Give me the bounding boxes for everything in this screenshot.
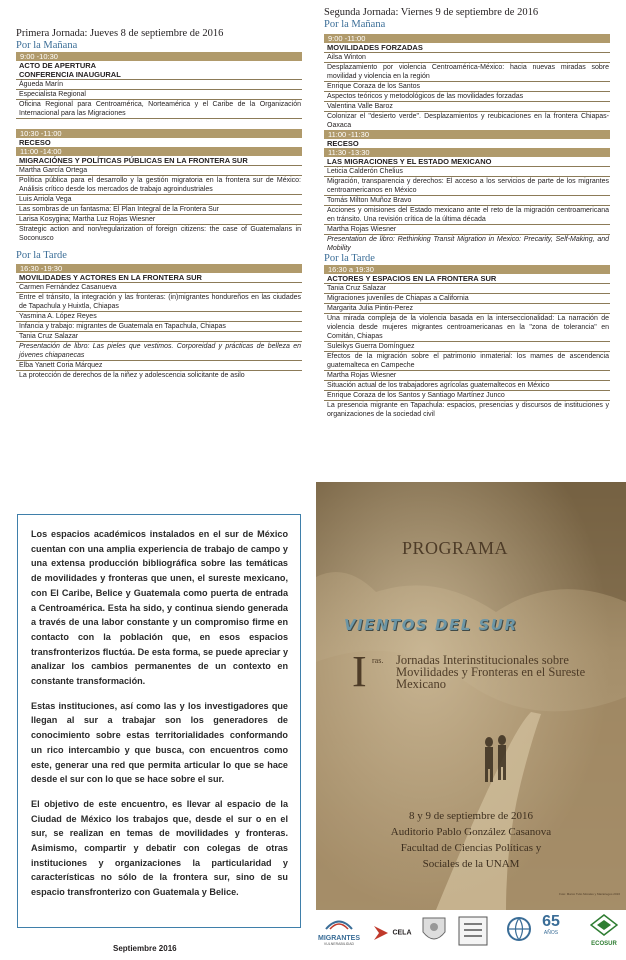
cover-venue: Auditorio Pablo González Casanova	[390, 826, 552, 838]
oim-65-anos: AÑOS	[543, 930, 559, 936]
cover-date: 8 y 9 de septiembre de 2016	[408, 810, 534, 822]
speaker-name: Ailsa Winton	[324, 53, 610, 63]
cela-mark-icon	[374, 926, 388, 940]
cela-text: CELA	[392, 929, 412, 937]
recess-label: RECESO	[327, 139, 359, 148]
panel-title: MOVILIDADES FORZADAS	[324, 43, 610, 53]
speaker-name: Carmen Fernández Casanueva	[16, 283, 302, 293]
talk-title: Una mirada compleja de la violencia basada en la interseccionalidad: La narración de violencia desde mujeres migrantes centroamericanas en la "zona de tolerancia" en Comitán, Chiapas	[324, 314, 610, 342]
talk-title: La presencia migrante en Tapachula: espacios, presencias y discursos de instituciones y organizaciones de la sociedad civil	[327, 402, 609, 418]
talk-title: Entre el tránsito, la integración y las fronteras: (in)migrantes hondureños en las ciudades de Tapachula y Huixtla, Chiapas	[16, 293, 302, 312]
time-bar: 9:00 -10:30	[16, 52, 302, 61]
day1-title: Primera Jornada: Jueves 8 de septiembre de 2016	[16, 28, 224, 39]
cover-jornadas: Jornadas Interinstitucionales sobre Movilidades y Fronteras en el Sureste Mexicano	[396, 653, 586, 691]
talk-title: Aspectos teóricos y metodológicos de las movilidades forzadas	[324, 92, 610, 102]
time-bar: 9:00 -11:00	[324, 34, 610, 43]
panel-title: ACTORES Y ESPACIOS EN LA FRONTERA SUR	[324, 274, 610, 284]
speaker-name: Luis Arriola Vega	[16, 195, 302, 205]
speaker-name: Yasmina A. López Reyes	[16, 312, 302, 322]
intro-paragraph: Estas instituciones, así como las y los investigadores que llegan al sur a trabajar son los generadores de conocimiento sobre estas territorialidades conformando un rico intercambio y que busca, con encuentros como este, generar una red que permita articular lo que se hace desde el sur con lo que se hace sobre el sur.	[31, 700, 288, 785]
ecosur-pattern-icon	[590, 914, 618, 936]
cover-initial: I	[352, 647, 367, 696]
talk-title: Política pública para el desarrollo y la gestión migratoria en la frontera sur de México: Análisis crítico desde los mercados de trabajo agroindustriales	[16, 176, 302, 195]
time-bar: 11:30 -13:30	[324, 148, 610, 157]
speaker-role: Especialista Regional	[16, 90, 302, 100]
speaker-name: Águeda Marín	[16, 80, 302, 90]
unam-logo	[456, 914, 490, 953]
day1-program	[16, 28, 302, 380]
sponsor-logos	[316, 912, 626, 960]
speaker-name: Valentina Valle Baroz	[324, 102, 610, 112]
intro-paragraph: Los espacios académicos instalados en el sur de México cuentan con una amplia experiencia de trabajo de campo y una extensa producción bibliográfica sobre las temáticas de movilidades y fronteras que unen, el sureste mexicano, con El Caribe, Belice y Guatemala como puerta de entrada a Centroamérica. Esta ha sido, y continua siendo generada a través de una labor constante y un compromiso firme en contacto con la población que, en esos espacios transfronterizos fluctúa. De esta forma, se puede apreciar y analizar los cambios permanentes de un contexto en constante transformación.	[31, 529, 288, 687]
speaker-name: Leticia Calderón Chelius	[324, 167, 610, 177]
speaker-name: Martha Rojas Wiesner	[324, 371, 610, 381]
day2-morning-label: Por la Mañana	[324, 19, 386, 30]
cover-photo-credit: Foto: Marco Tulio Morales y Mazariegos 2016	[559, 892, 620, 896]
speaker-name: Larisa Kosygina; Martha Luz Rojas Wiesner	[16, 215, 302, 225]
talk-title: Acciones y omisiones del Estado mexicano ante el reto de la migración centroamericana en tránsito. Una revisión crítica de la última década	[324, 206, 610, 225]
talk-title: Infancia y trabajo: migrantes de Guatemala en Tapachula, Chiapas	[16, 322, 302, 332]
footer-date: Septiembre 2016	[113, 944, 177, 953]
oim-65-number: 65	[542, 913, 560, 930]
talk-title: Migración, transparencia y derechos: El acceso a los servicios de parte de los migrantes centroamericanos en México	[324, 177, 610, 196]
talk-title: Strategic action and non/regularization of foreign citizens: the case of Guatemalans in Soconusco	[19, 226, 301, 242]
time-bar: 11:00 -14:00	[16, 147, 302, 156]
cover-photo	[316, 482, 626, 910]
speaker-name: Enrique Coraza de los Santos y Santiago Martínez Junco	[324, 391, 610, 401]
migrantes-text: MIGRANTES	[318, 935, 360, 942]
speaker-name: Martha Rojas Wiesner	[324, 225, 610, 235]
speaker-name: Enrique Coraza de los Santos	[324, 82, 610, 92]
time-bar: 11:00 -11:30	[324, 130, 610, 139]
ecosur-logo	[584, 914, 624, 947]
speaker-name: Martha García Ortega	[16, 166, 302, 176]
recess-label: RECESO	[19, 138, 51, 147]
cover-venue: Sociales de la UNAM	[422, 858, 520, 870]
day2-title: Segunda Jornada: Viernes 9 de septiembre de 2016	[324, 7, 539, 18]
chiapas-shield-logo	[420, 916, 448, 951]
day1-morning-label: Por la Mañana	[16, 40, 78, 51]
talk-title: Situación actual de los trabajadores agrícolas guatemaltecos en México	[324, 381, 610, 391]
talk-title: Presentation de libro: Rethinking Transit Migration in Mexico: Precarity, Self-Making, and Mobility	[327, 236, 609, 252]
intro-paragraph: El objetivo de este encuentro, es llevar al espacio de la Ciudad de México los trabajos que, desde el sur o en el sur, se realizan en temas de movilidades y fronteras. Asimismo, compartir y debatir con colegas de otras instituciones y organizaciones la particularidad y características no sólo de la frontera sur, sino de su espacio transfronterizo con Guatemala y Belice.	[31, 798, 288, 898]
speaker-name: Tania Cruz Salazar	[16, 332, 302, 342]
talk-title: Presentación de libro: Las pieles que vestimos. Corporeidad y prácticas de belleza en jóvenes chiapanecas	[16, 342, 302, 361]
cover-venue: Facultad de Ciencias Políticas y	[400, 842, 542, 854]
day1-afternoon-label: Por la Tarde	[16, 250, 67, 261]
migrantes-arc-icon	[324, 916, 354, 930]
opening-title: ACTO DE APERTURA	[19, 61, 97, 70]
speaker-name: Elba Yanett Coria Márquez	[16, 361, 302, 371]
time-bar: 16:30 a 19:30	[324, 265, 610, 274]
speaker-org: Oficina Regional para Centroamérica, Norteamérica y el Caribe de la Organización Internacional para las Migraciones	[16, 100, 302, 119]
oim-logo	[506, 916, 532, 947]
globe-icon	[506, 916, 532, 942]
talk-title: Colonizar el "desierto verde". Desplazamientos y reubicaciones en la frontera Chiapas-Oaxaca	[327, 113, 609, 129]
talk-title: Migraciones juveniles de Chiapas a California	[324, 294, 610, 304]
panel-title: MIGRACIÓNES Y POLÍTICAS PÚBLICAS EN LA FRONTERA SUR	[16, 156, 302, 166]
speaker-name: Tania Cruz Salazar	[324, 284, 610, 294]
cela-logo	[374, 924, 414, 942]
panel-title: LAS MIGRACIONES Y EL ESTADO MEXICANO	[324, 157, 610, 167]
talk-title: Desplazamiento por violencia Centroamérica-México: hacia nuevas miradas sobre movilidad y violencia en la región	[324, 63, 610, 82]
intro-text-box	[17, 514, 301, 928]
speaker-name: Suleikys Guerra Domínguez	[324, 342, 610, 352]
ecosur-text: ECOSUR	[591, 941, 617, 947]
vulnerabilidad-text: VULNERABILIDAD	[323, 942, 355, 946]
conference-title: CONFERENCIA INAUGURAL	[16, 70, 302, 80]
talk-title: Las sombras de un fantasma: El Plan Integral de la Frontera Sur	[16, 205, 302, 215]
cover-vientos-title: VIENTOS DEL SUR	[344, 616, 518, 634]
panel-title: MOVILIDADES Y ACTORES EN LA FRONTERA SUR	[16, 273, 302, 283]
shield-icon	[420, 916, 448, 946]
time-bar: 10:30 -11:00	[16, 129, 302, 138]
cover-ras: ras.	[372, 656, 384, 665]
day2-program	[324, 7, 610, 419]
day2-afternoon-label: Por la Tarde	[324, 253, 375, 264]
oim-65-logo	[534, 914, 568, 936]
speaker-name: Margarita Julia Pintin-Perez	[324, 304, 610, 314]
unam-crest-icon	[456, 914, 490, 948]
migrantes-logo	[316, 916, 362, 946]
cover-programa: PROGRAMA	[402, 538, 509, 558]
time-bar: 16:30 -19:30	[16, 264, 302, 273]
talk-title: La protección de derechos de la niñez y adolescencia solicitante de asilo	[19, 372, 245, 379]
talk-title: Efectos de la migración sobre el patrimonio inmaterial: los mames de ascendencia guatemalteca en Campeche	[324, 352, 610, 371]
speaker-name: Tomás Milton Muñoz Bravo	[324, 196, 610, 206]
